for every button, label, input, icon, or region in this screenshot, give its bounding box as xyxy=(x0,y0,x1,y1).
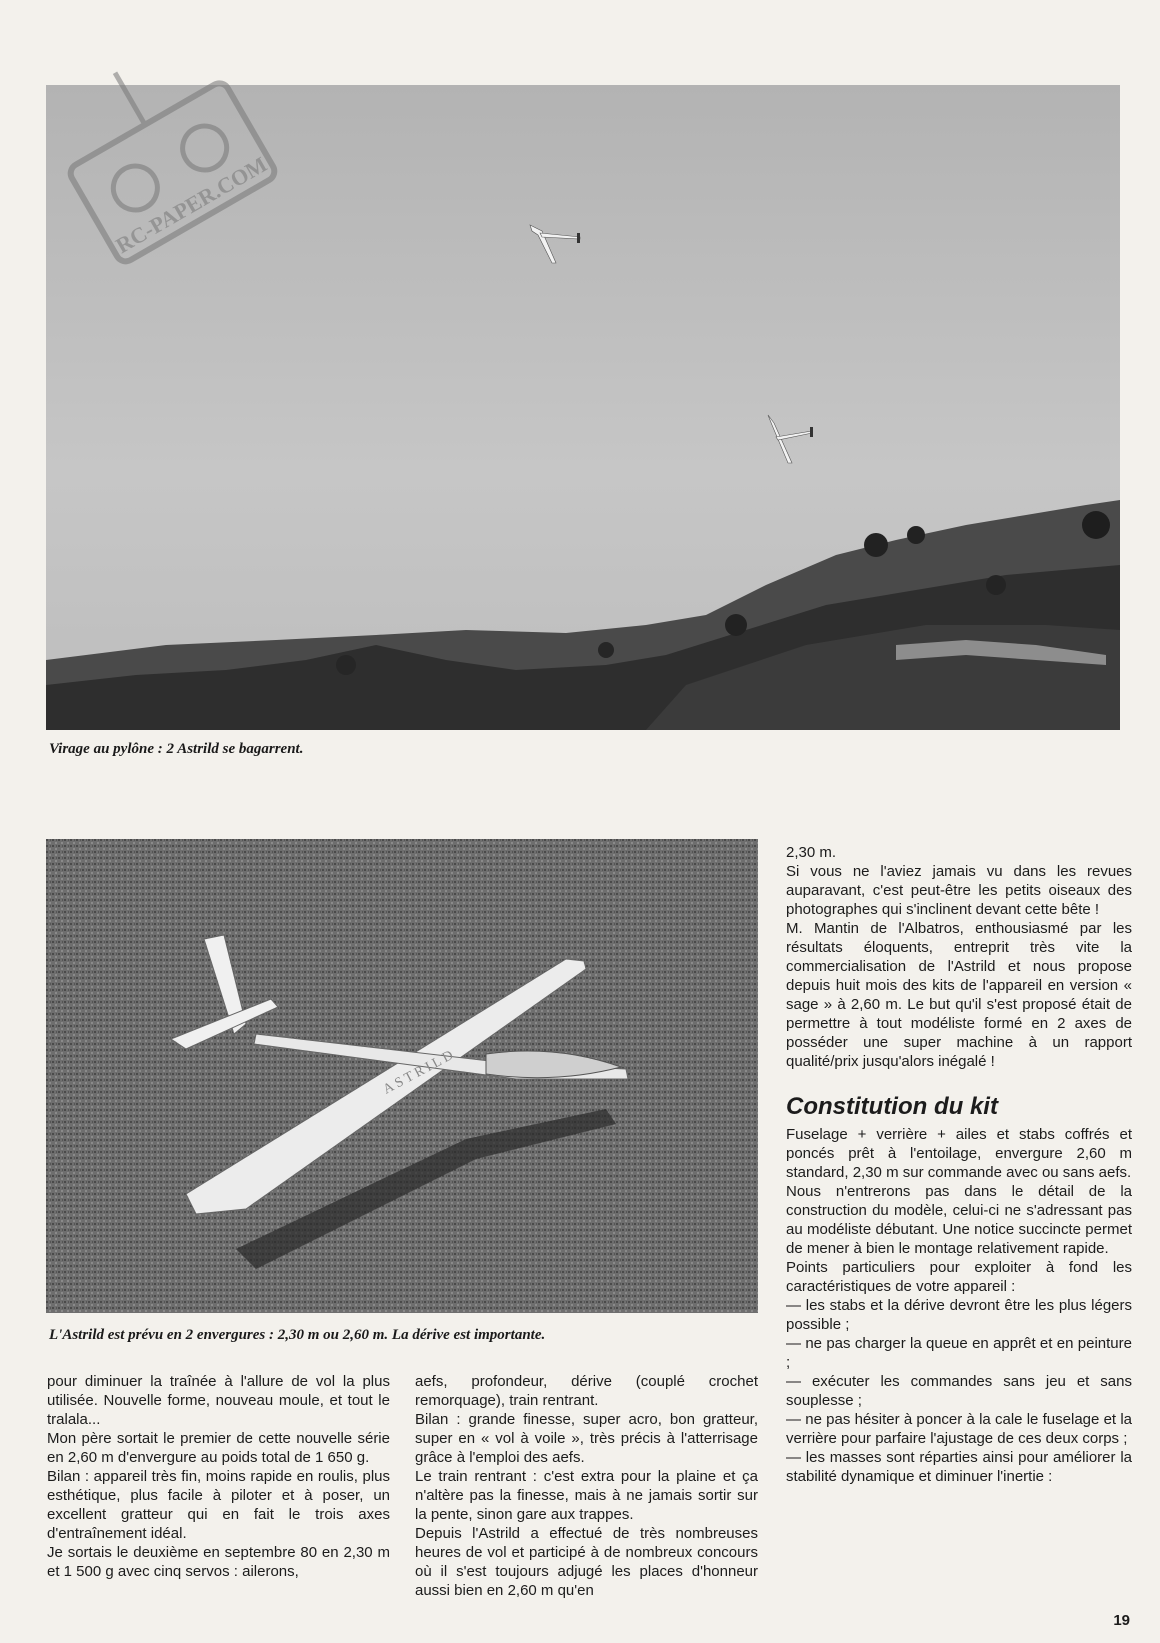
plane-lettering: ASTRILD xyxy=(380,1046,459,1098)
list-item: — les masses sont réparties ainsi pour améliorer la stabilité dynamique et diminuer l'inertie : xyxy=(786,1449,1132,1485)
paragraph: aefs, profondeur, dérive (couplé crochet remorquage), train rentrant. xyxy=(415,1373,758,1409)
text-column-1 xyxy=(47,1372,390,1581)
paragraph: pour diminuer la traînée à l'allure de vol la plus utilisée. Nouvelle forme, nouveau moule, et tout le tralala... xyxy=(47,1373,390,1428)
paragraph: Points particuliers pour exploiter à fond les caractéristiques de votre appareil : xyxy=(786,1259,1132,1295)
list-item: — les stabs et la dérive devront être les plus légers possible ; xyxy=(786,1297,1132,1333)
paragraph: Bilan : grande finesse, super acro, bon gratteur, super en « vol à voile », très précis à l'atterrisage grâce à l'emploi des aefs. xyxy=(415,1411,758,1466)
paragraph: M. Mantin de l'Albatros, enthousiasmé par les résultats éloquents, entreprit très vite la commercialisation de l'Astrild et nous propose depuis huit mois des kits de l'appareil en version « sage » à 2,60 m. Le but qu'il s'est proposé était de permettre à tout modéliste formé en 2 axes de posséder une super machine à un rapport qualité/prix jusqu'alors inégalé ! xyxy=(786,920,1132,1070)
paragraph: Le train rentrant : c'est extra pour la plaine et ça n'altère pas la finesse, mais à ne jamais sortir sur la pente, sinon gare aux trappes. xyxy=(415,1468,758,1523)
page-number: 19 xyxy=(1113,1612,1130,1629)
paragraph: Fuselage + verrière + ailes et stabs coffrés et poncés prêt à l'entoilage, envergure 2,60 m standard, 2,30 m sur commande avec ou sans aefs. xyxy=(786,1126,1132,1181)
photo-astrild-image xyxy=(46,839,758,1313)
caption-bottom: L'Astrild est prévu en 2 envergures : 2,30 m ou 2,60 m. La dérive est importante. xyxy=(49,1327,546,1343)
list-item: — ne pas hésiter à poncer à la cale le fuselage et la verrière pour parfaire l'ajustage de ces deux corps ; xyxy=(786,1411,1132,1447)
text-column-2 xyxy=(415,1372,758,1600)
paragraph: Bilan : appareil très fin, moins rapide en roulis, plus esthétique, plus facile à piloter et à poser, un excellent gratteur qui en fait le trois axes d'entraînement idéal. xyxy=(47,1468,390,1542)
list-item: — ne pas charger la queue en apprêt et en peinture ; xyxy=(786,1335,1132,1371)
paragraph: Je sortais le deuxième en septembre 80 en 2,30 m et 1 500 g avec cinq servos : ailerons, xyxy=(47,1544,390,1580)
rc-paper-watermark-logo xyxy=(50,48,290,288)
section-heading: Constitution du kit xyxy=(786,1093,998,1120)
list-item: — exécuter les commandes sans jeu et sans souplesse ; xyxy=(786,1373,1132,1409)
photo-astrild-on-ground xyxy=(46,839,758,1313)
watermark-text: RC-PAPER.COM xyxy=(111,151,272,259)
paragraph: Depuis l'Astrild a effectué de très nombreuses heures de vol et participé à de nombreux concours où il s'est toujours adjugé les places d'honneur aussi bien en 2,60 m qu'en xyxy=(415,1525,758,1599)
text-column-3 xyxy=(786,843,1132,1486)
paragraph: 2,30 m. xyxy=(786,844,837,861)
paragraph: Mon père sortait le premier de cette nouvelle série en 2,60 m d'envergure au poids total de 1 650 g. xyxy=(47,1430,390,1466)
paragraph: Si vous ne l'aviez jamais vu dans les revues auparavant, c'est peut-être les petits oiseaux des photographes qui s'inclinent devant cette bête ! xyxy=(786,863,1132,918)
paragraph: Nous n'entrerons pas dans le détail de la construction du modèle, celui-ci ne s'adressant pas au modéliste débutant. Une notice succincte permet de mener à bien le montage relativement rapide. xyxy=(786,1183,1132,1257)
caption-top: Virage au pylône : 2 Astrild se bagarrent. xyxy=(49,741,304,757)
